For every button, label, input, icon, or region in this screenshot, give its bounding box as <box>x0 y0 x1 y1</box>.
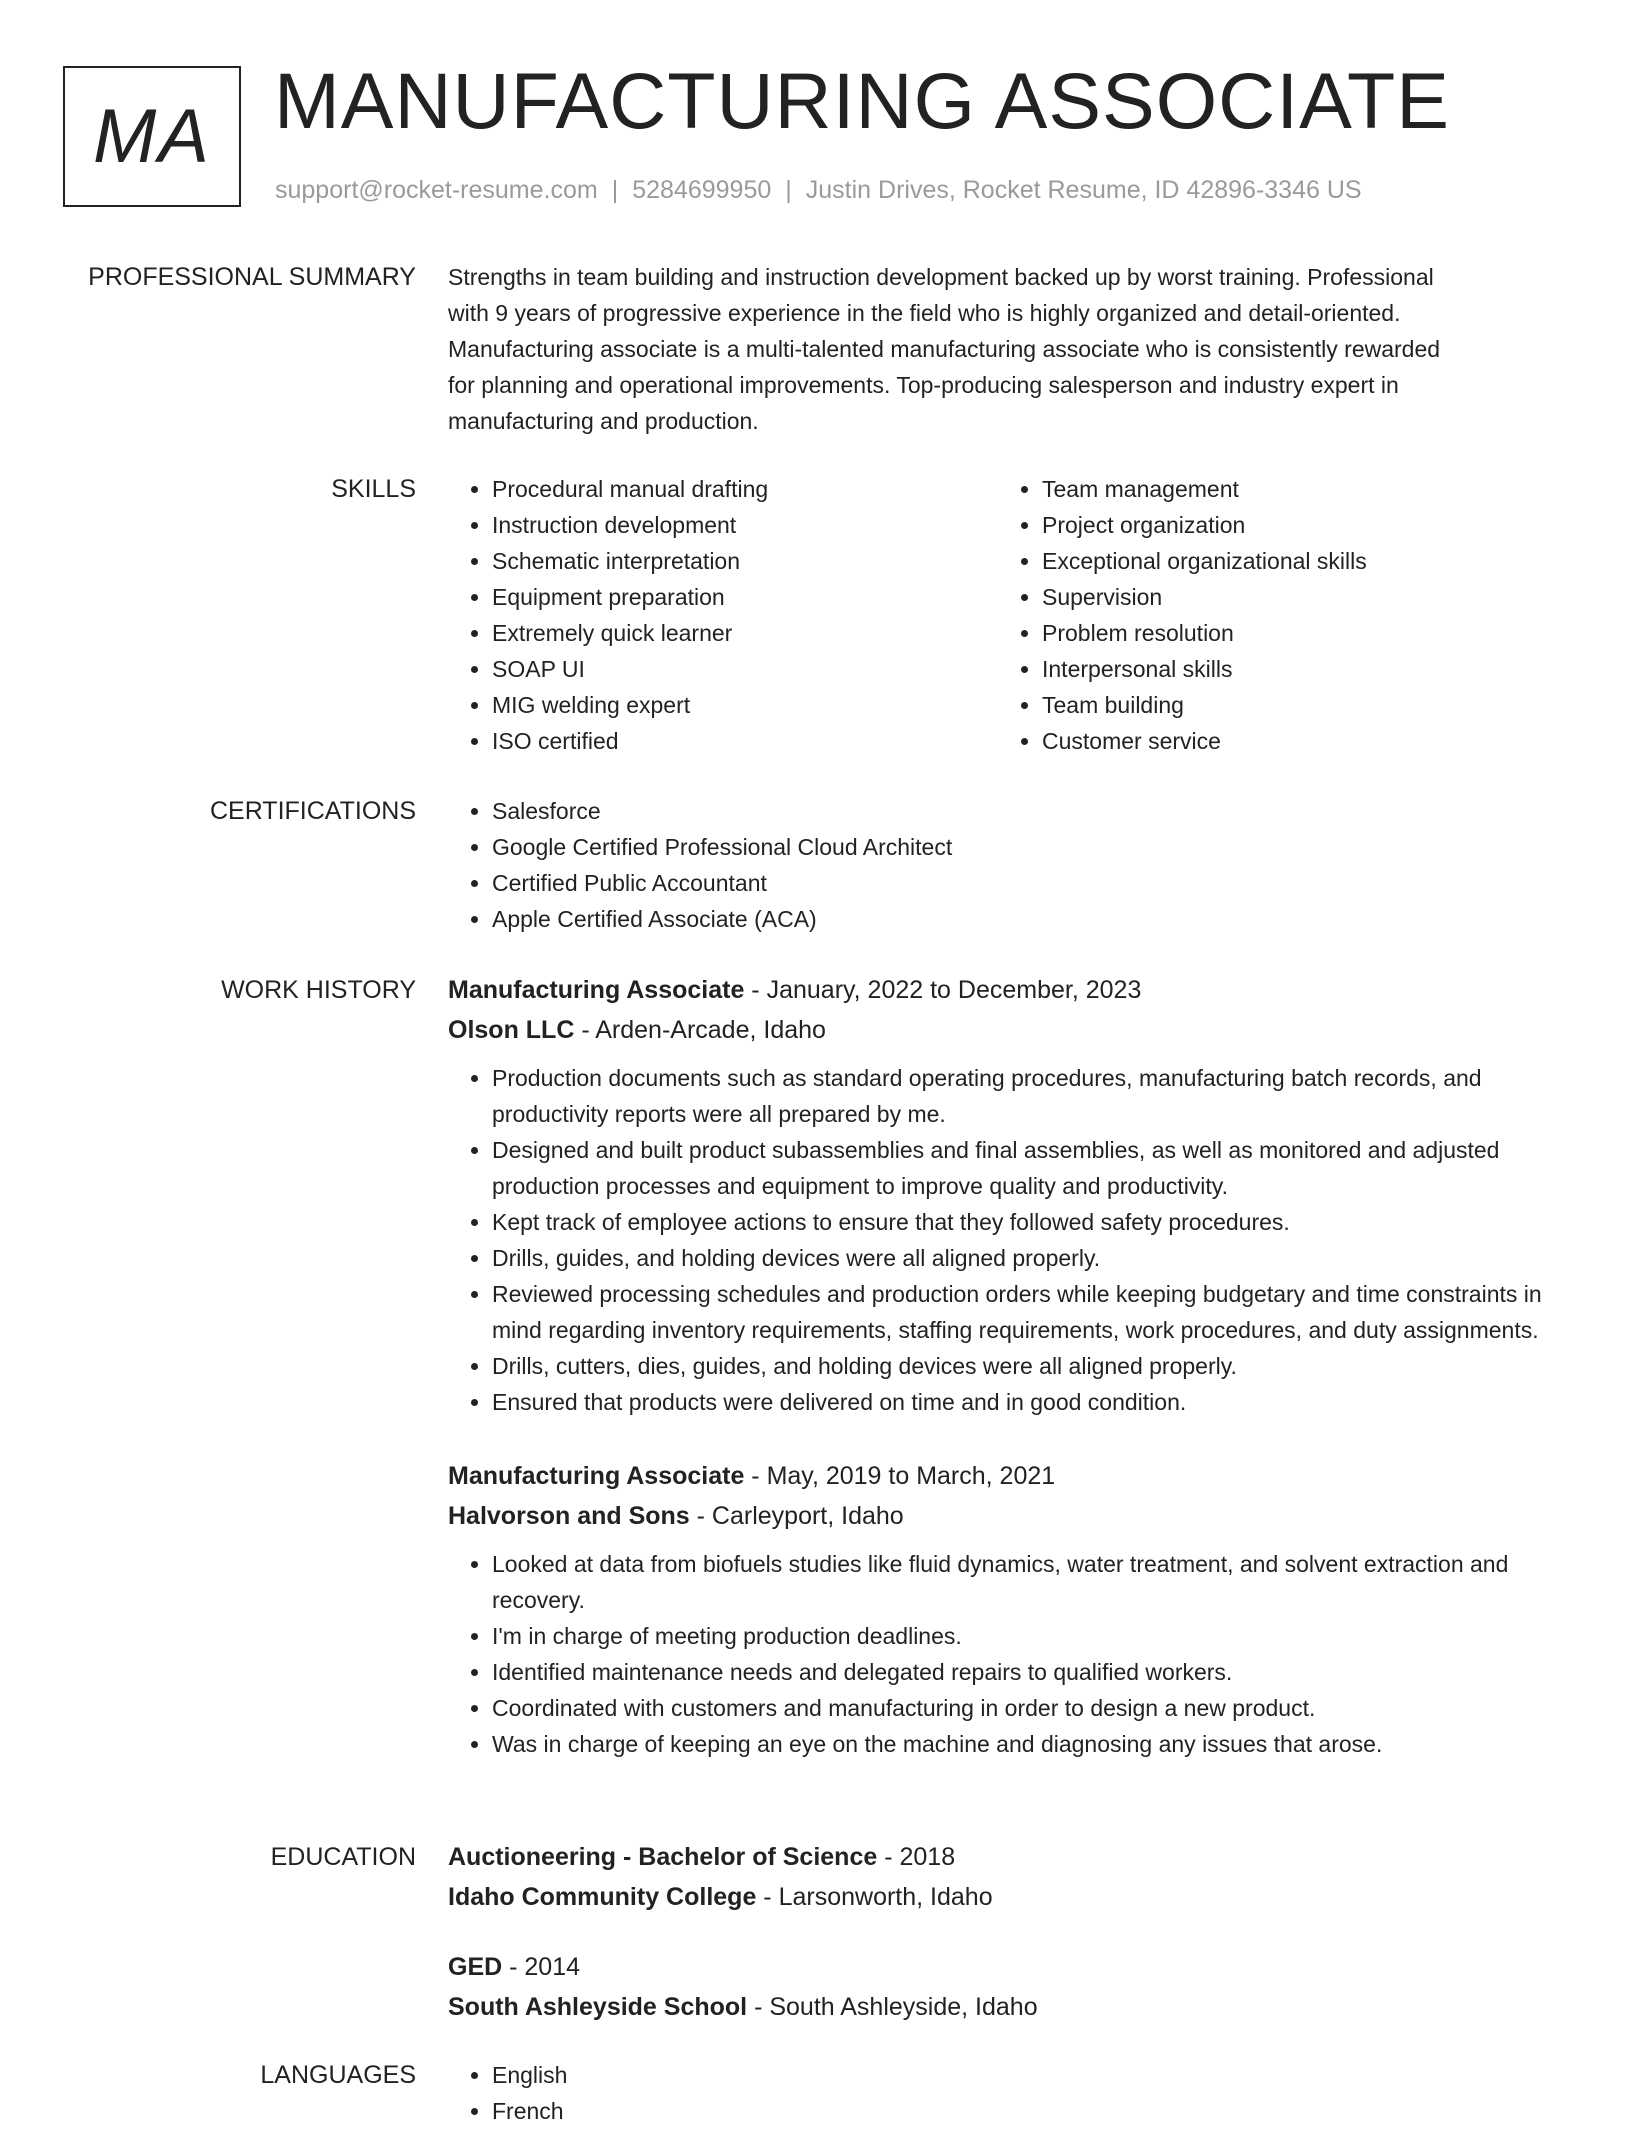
job-entry <box>448 970 1568 1420</box>
list-item: • Team management <box>1042 471 1538 507</box>
summary-line: manufacturing and production. <box>448 408 759 434</box>
list-item: • Apple Certified Associate (ACA) <box>492 901 1568 937</box>
list-item: • Interpersonal skills <box>1042 651 1538 687</box>
list-item: • Supervision <box>1042 579 1538 615</box>
list-item: • Procedural manual drafting <box>492 471 988 507</box>
list-item: • Looked at data from biofuels studies like fluid dynamics, water treatment, and solvent extraction and recovery. <box>492 1546 1568 1618</box>
degree-year: - 2018 <box>877 1843 956 1871</box>
school-line <box>448 1877 1568 1917</box>
list-item: • Team building <box>1042 687 1538 723</box>
monogram-logo: MA <box>63 66 241 207</box>
list-item: • French <box>492 2093 1568 2129</box>
list-item: • Equipment preparation <box>492 579 988 615</box>
contact-email: support@rocket-resume.com <box>275 176 598 204</box>
list-item: • Kept track of employee actions to ensure that they followed safety procedures. <box>492 1204 1568 1240</box>
job-title-line <box>448 970 1568 1010</box>
summary-line: Manufacturing associate is a multi-talented manufacturing associate who is consistently rewarded <box>448 336 1441 362</box>
list-item: • Production documents such as standard operating procedures, manufacturing batch records, and productivity reports were all prepared by me. <box>492 1060 1568 1132</box>
skills-column-left <box>448 471 988 759</box>
list-item: • Schematic interpretation <box>492 543 988 579</box>
job-title: Manufacturing Associate <box>448 976 745 1004</box>
list-item: • Project organization <box>1042 507 1538 543</box>
section-label-summary: PROFESSIONAL SUMMARY <box>88 263 416 291</box>
job-title-line <box>448 1456 1568 1496</box>
education-body <box>448 1837 1568 2027</box>
list-item: • Ensured that products were delivered on time and in good condition. <box>492 1384 1568 1420</box>
list-item: • Was in charge of keeping an eye on the machine and diagnosing any issues that arose. <box>492 1726 1568 1762</box>
languages-body <box>448 2057 1568 2129</box>
skills-column-right <box>998 471 1538 759</box>
list-item: • ISO certified <box>492 723 988 759</box>
contact-phone: 5284699950 <box>632 176 772 204</box>
job-company-line <box>448 1010 1568 1050</box>
list-item: • Designed and built product subassemblies and final assemblies, as well as monitored and adjusted production processes and equipment to improve quality and productivity. <box>492 1132 1568 1204</box>
list-item: • MIG welding expert <box>492 687 988 723</box>
summary-text <box>448 259 1568 439</box>
work-history-body <box>448 970 1568 1762</box>
degree-line <box>448 1837 1568 1877</box>
section-label-certifications: CERTIFICATIONS <box>209 797 416 825</box>
job-company: Halvorson and Sons <box>448 1502 690 1530</box>
list-item: • I'm in charge of meeting production deadlines. <box>492 1618 1568 1654</box>
contact-separator: | <box>611 176 619 204</box>
list-item: • Salesforce <box>492 793 1568 829</box>
job-company: Olson LLC <box>448 1016 575 1044</box>
list-item: • Reviewed processing schedules and production orders while keeping budgetary and time constraints in mind regarding inventory requirements, staffing requirements, work procedures, and duty assignments. <box>492 1276 1568 1348</box>
list-item: • Google Certified Professional Cloud Architect <box>492 829 1568 865</box>
list-item: • Customer service <box>1042 723 1538 759</box>
section-label-work: WORK HISTORY <box>221 976 416 1004</box>
job-title: Manufacturing Associate <box>448 1462 745 1490</box>
school-location: - South Ashleyside, Idaho <box>747 1993 1038 2021</box>
section-label-education: EDUCATION <box>270 1843 416 1871</box>
school: South Ashleyside School <box>448 1993 748 2021</box>
list-item: • Exceptional organizational skills <box>1042 543 1538 579</box>
contact-address: Justin Drives, Rocket Resume, ID 42896-3346 US <box>805 176 1362 204</box>
job-entry <box>448 1456 1568 1762</box>
list-item: • English <box>492 2057 1568 2093</box>
list-item: • Problem resolution <box>1042 615 1538 651</box>
school-line <box>448 1987 1568 2027</box>
education-entry <box>448 1837 1568 1917</box>
degree: GED <box>448 1953 503 1981</box>
degree-line <box>448 1947 1568 1987</box>
list-item: • Certified Public Accountant <box>492 865 1568 901</box>
certifications-body <box>448 793 1568 937</box>
section-label-languages: LANGUAGES <box>260 2061 416 2089</box>
education-entry <box>448 1947 1568 2027</box>
skills-body <box>448 471 1568 761</box>
list-item: • Drills, cutters, dies, guides, and holding devices were all aligned properly. <box>492 1348 1568 1384</box>
summary-line: for planning and operational improvements. Top-producing salesperson and industry expert in <box>448 372 1399 398</box>
job-company-line <box>448 1496 1568 1536</box>
degree-year: - 2014 <box>502 1953 581 1981</box>
section-label-skills: SKILLS <box>331 475 416 503</box>
school-location: - Larsonworth, Idaho <box>756 1883 993 1911</box>
job-dates: - January, 2022 to December, 2023 <box>744 976 1142 1004</box>
contact-separator: | <box>785 176 792 204</box>
degree: Auctioneering - Bachelor of Science <box>448 1843 878 1871</box>
list-item: • Drills, guides, and holding devices were all aligned properly. <box>492 1240 1568 1276</box>
job-location: - Arden-Arcade, Idaho <box>574 1016 826 1044</box>
summary-line: Strengths in team building and instruction development backed up by worst training. Professional <box>448 264 1434 290</box>
list-item: • Identified maintenance needs and delegated repairs to qualified workers. <box>492 1654 1568 1690</box>
job-location: - Carleyport, Idaho <box>689 1502 904 1530</box>
list-item: • Extremely quick learner <box>492 615 988 651</box>
list-item: • Instruction development <box>492 507 988 543</box>
contact-line <box>275 176 1362 205</box>
school: Idaho Community College <box>448 1883 757 1911</box>
page-title: MANUFACTURING ASSOCIATE <box>274 56 1450 145</box>
summary-line: with 9 years of progressive experience in the field who is highly organized and detail-oriented. <box>448 300 1401 326</box>
list-item: • SOAP UI <box>492 651 988 687</box>
job-dates: - May, 2019 to March, 2021 <box>744 1462 1056 1490</box>
list-item: • Coordinated with customers and manufacturing in order to design a new product. <box>492 1690 1568 1726</box>
